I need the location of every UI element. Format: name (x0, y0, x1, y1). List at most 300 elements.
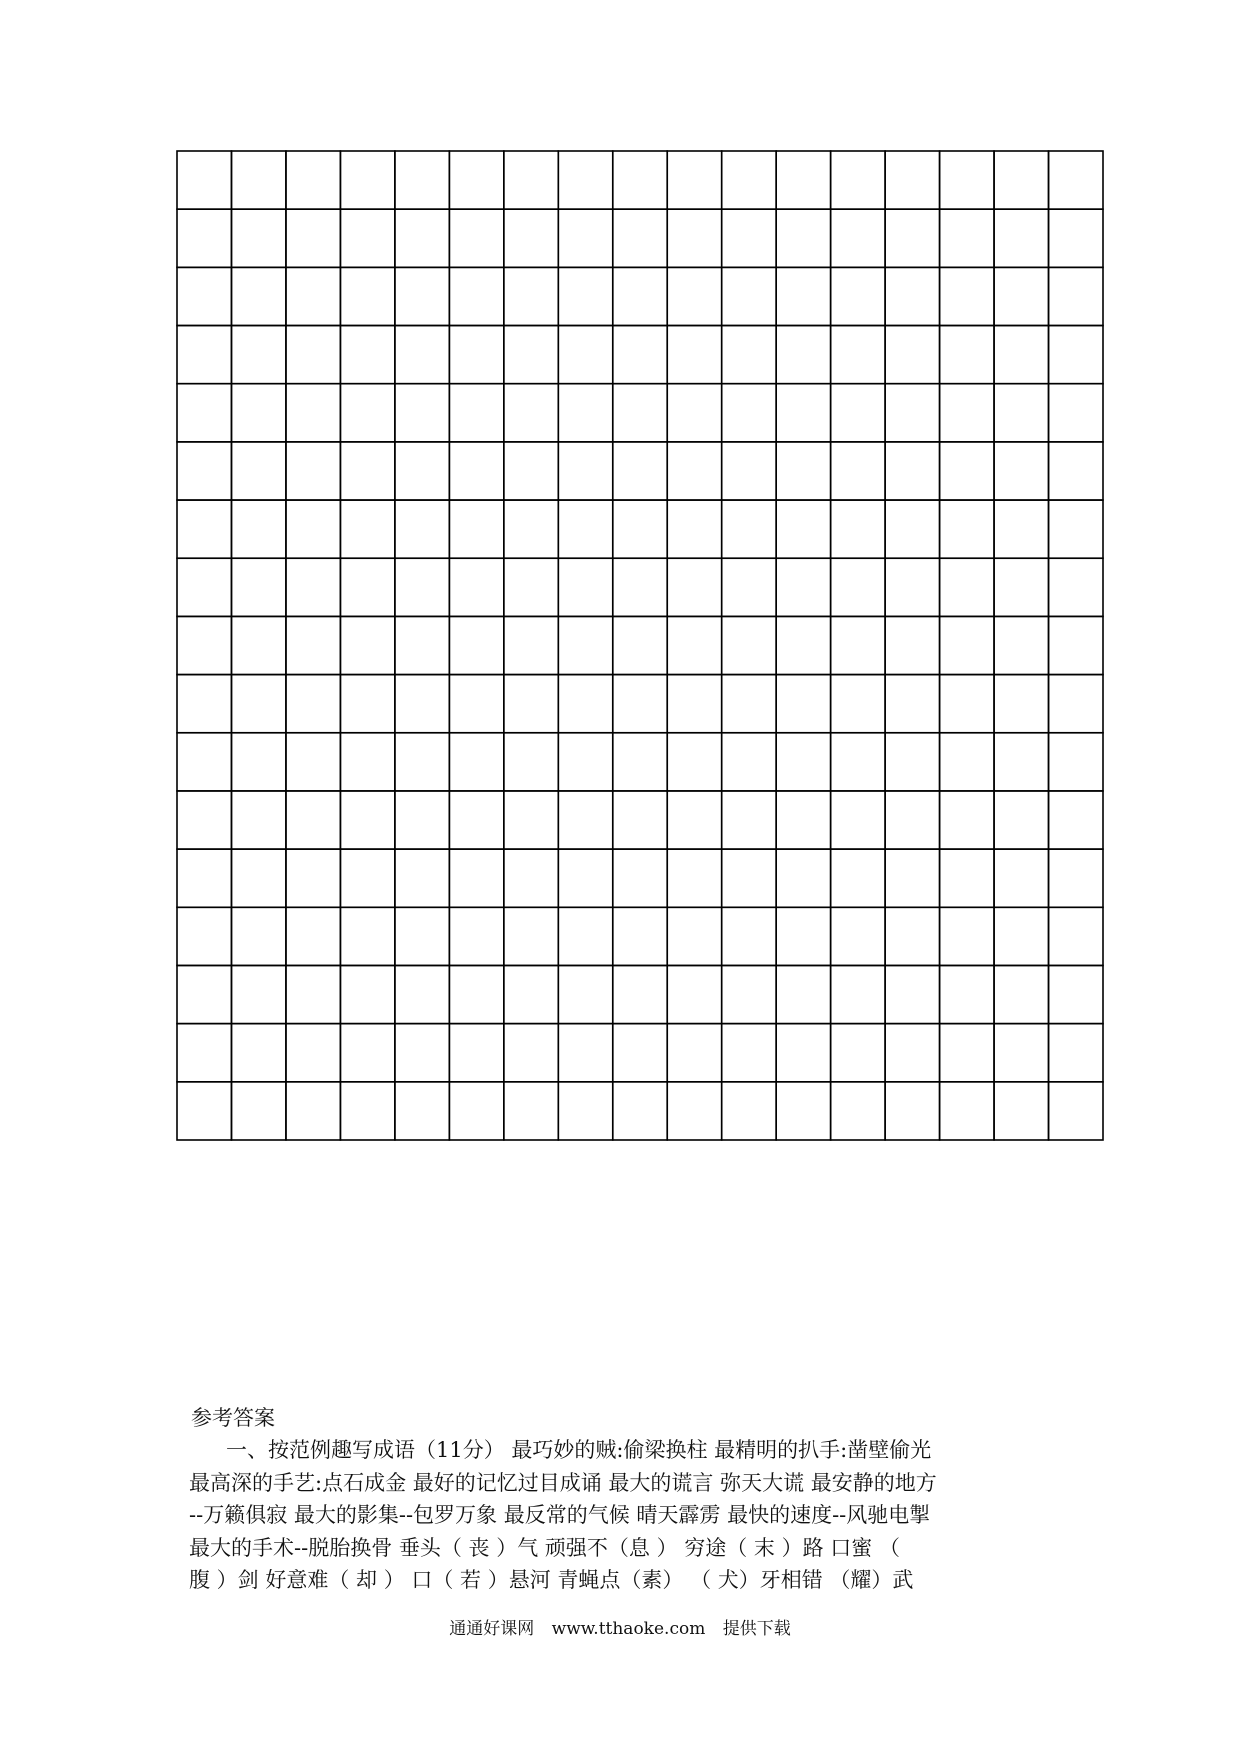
grid-cell (449, 907, 503, 965)
grid-cell (613, 1024, 667, 1082)
grid-cell (504, 326, 558, 384)
grid-cell (340, 849, 394, 907)
page-footer (0, 1617, 1240, 1641)
grid-cell (231, 209, 285, 267)
grid-cell (885, 267, 939, 325)
grid-cell (1049, 791, 1103, 849)
grid-cell (177, 733, 231, 791)
answer-line: 腹 ）剑 好意难（ 却 ） 口（ 若 ）悬河 青蝇点（素） （ 犬）牙相错 （耀）武 (189, 1568, 914, 1593)
grid-cell (722, 791, 776, 849)
grid-cell (776, 965, 830, 1023)
grid-cell (940, 442, 994, 500)
grid-cell (395, 849, 449, 907)
grid-cell (177, 616, 231, 674)
grid-cell (776, 384, 830, 442)
grid-cell (831, 675, 885, 733)
grid-cell (776, 907, 830, 965)
grid-cell (994, 849, 1048, 907)
grid-cell (340, 1024, 394, 1082)
grid-cell (831, 907, 885, 965)
grid-cell (449, 733, 503, 791)
grid-cell (776, 616, 830, 674)
grid-cell (504, 965, 558, 1023)
grid-cell (722, 326, 776, 384)
grid-cell (885, 442, 939, 500)
grid-cell (667, 442, 721, 500)
grid-cell (1049, 384, 1103, 442)
grid-cell (286, 500, 340, 558)
grid-cell (286, 1082, 340, 1140)
grid-cell (831, 151, 885, 209)
grid-cell (831, 791, 885, 849)
grid-cell (177, 907, 231, 965)
grid-cell (340, 209, 394, 267)
grid-cell (613, 326, 667, 384)
grid-cell (395, 209, 449, 267)
grid-cell (231, 267, 285, 325)
grid-cell (940, 1024, 994, 1082)
grid-cell (504, 500, 558, 558)
grid-cell (831, 965, 885, 1023)
grid-cell (340, 500, 394, 558)
writing-grid-svg (176, 150, 1104, 1141)
grid-cell (776, 151, 830, 209)
writing-grid (176, 150, 1104, 1141)
grid-cell (613, 500, 667, 558)
grid-cell (667, 326, 721, 384)
grid-cell (340, 907, 394, 965)
grid-cell (558, 267, 612, 325)
grid-cell (231, 442, 285, 500)
grid-cell (504, 849, 558, 907)
grid-cell (613, 849, 667, 907)
grid-cell (722, 500, 776, 558)
answer-line: 一、按范例趣写成语（11分） 最巧妙的贼:偷梁换柱 最精明的扒手:凿壁偷光 (226, 1438, 932, 1462)
grid-cell (940, 849, 994, 907)
grid-cell (395, 500, 449, 558)
grid-cell (504, 1024, 558, 1082)
grid-cell (940, 733, 994, 791)
grid-cell (504, 1082, 558, 1140)
grid-cell (994, 791, 1048, 849)
grid-cell (340, 616, 394, 674)
grid-cell (1049, 675, 1103, 733)
grid-cell (558, 442, 612, 500)
grid-cell (504, 151, 558, 209)
grid-cell (340, 675, 394, 733)
grid-cell (231, 1082, 285, 1140)
grid-cell (722, 733, 776, 791)
grid-cell (940, 1082, 994, 1140)
grid-cell (395, 616, 449, 674)
grid-cell (613, 1082, 667, 1140)
grid-cell (558, 326, 612, 384)
grid-cell (449, 209, 503, 267)
grid-cell (885, 326, 939, 384)
grid-cell (558, 675, 612, 733)
footer-suffix: 提供下载 (722, 1619, 791, 1639)
grid-cell (340, 267, 394, 325)
grid-cell (994, 733, 1048, 791)
grid-cell (177, 267, 231, 325)
grid-cell (286, 1024, 340, 1082)
grid-cell (340, 384, 394, 442)
grid-cell (885, 791, 939, 849)
grid-cell (776, 442, 830, 500)
answer-line: 最大的手术--脱胎换骨 垂头（ 丧 ）气 顽强不（息 ） 穷途（ 末 ）路 口蜜 （ (189, 1535, 900, 1560)
grid-cell (177, 326, 231, 384)
grid-cell (449, 326, 503, 384)
grid-cell (1049, 442, 1103, 500)
grid-cell (885, 500, 939, 558)
grid-cell (558, 1024, 612, 1082)
grid-cell (722, 558, 776, 616)
grid-cell (667, 965, 721, 1023)
grid-cell (885, 965, 939, 1023)
grid-cell (177, 791, 231, 849)
grid-cell (831, 733, 885, 791)
grid-cell (395, 675, 449, 733)
grid-cell (613, 616, 667, 674)
grid-cell (722, 965, 776, 1023)
grid-cell (395, 151, 449, 209)
grid-cell (776, 791, 830, 849)
grid-cell (831, 558, 885, 616)
grid-cell (286, 675, 340, 733)
grid-cell (940, 326, 994, 384)
grid-cell (722, 1024, 776, 1082)
grid-cell (613, 558, 667, 616)
grid-cell (613, 675, 667, 733)
grid-cell (776, 1082, 830, 1140)
grid-cell (340, 326, 394, 384)
grid-cell (885, 616, 939, 674)
grid-cell (994, 675, 1048, 733)
grid-cell (885, 733, 939, 791)
grid-cell (940, 616, 994, 674)
grid-cell (504, 616, 558, 674)
grid-cell (940, 675, 994, 733)
grid-cell (449, 151, 503, 209)
grid-cell (940, 558, 994, 616)
grid-cell (831, 326, 885, 384)
grid-cell (613, 791, 667, 849)
grid-cell (885, 675, 939, 733)
grid-cell (177, 558, 231, 616)
grid-cell (1049, 1024, 1103, 1082)
grid-cell (504, 267, 558, 325)
grid-cell (558, 1082, 612, 1140)
grid-cell (340, 151, 394, 209)
grid-cell (667, 384, 721, 442)
grid-cell (994, 965, 1048, 1023)
grid-cell (722, 209, 776, 267)
grid-cell (286, 849, 340, 907)
grid-cell (667, 500, 721, 558)
grid-cell (286, 384, 340, 442)
grid-cell (940, 907, 994, 965)
grid-cell (395, 442, 449, 500)
grid-cell (994, 558, 1048, 616)
grid-cell (722, 151, 776, 209)
grid-cell (177, 384, 231, 442)
grid-cell (558, 384, 612, 442)
grid-cell (231, 1024, 285, 1082)
grid-cell (722, 849, 776, 907)
grid-cell (231, 558, 285, 616)
grid-cell (449, 791, 503, 849)
grid-cell (177, 675, 231, 733)
grid-cell (885, 1082, 939, 1140)
grid-cell (994, 442, 1048, 500)
grid-cell (395, 791, 449, 849)
grid-cell (831, 616, 885, 674)
grid-cell (286, 326, 340, 384)
grid-cell (177, 965, 231, 1023)
grid-cell (885, 849, 939, 907)
grid-cell (449, 616, 503, 674)
grid-cell (885, 384, 939, 442)
grid-cell (286, 209, 340, 267)
grid-cell (504, 733, 558, 791)
grid-cell (558, 616, 612, 674)
grid-cell (558, 500, 612, 558)
grid-cell (504, 384, 558, 442)
grid-cell (504, 675, 558, 733)
grid-cell (340, 791, 394, 849)
grid-cell (231, 675, 285, 733)
grid-cell (994, 384, 1048, 442)
grid-cell (177, 500, 231, 558)
grid-cell (776, 209, 830, 267)
grid-cell (885, 1024, 939, 1082)
grid-cell (231, 733, 285, 791)
grid-cell (885, 558, 939, 616)
grid-cell (831, 1024, 885, 1082)
grid-cell (558, 733, 612, 791)
footer-url: www.tthaoke.com (551, 1619, 706, 1639)
grid-cell (994, 907, 1048, 965)
answer-line: --万籁俱寂 最大的影集--包罗万象 最反常的气候 晴天霹雳 最快的速度--风驰电掣 (189, 1503, 931, 1528)
grid-cell (395, 965, 449, 1023)
grid-cell (1049, 267, 1103, 325)
grid-cell (558, 791, 612, 849)
grid-cell (286, 733, 340, 791)
grid-cell (340, 558, 394, 616)
grid-cell (340, 965, 394, 1023)
grid-cell (885, 907, 939, 965)
grid-cell (177, 209, 231, 267)
grid-cell (667, 675, 721, 733)
grid-cell (776, 849, 830, 907)
grid-cell (994, 326, 1048, 384)
grid-cell (667, 1082, 721, 1140)
grid-cell (994, 209, 1048, 267)
grid-cell (449, 267, 503, 325)
grid-cell (831, 384, 885, 442)
grid-cell (667, 151, 721, 209)
grid-cell (831, 442, 885, 500)
grid-cell (1049, 151, 1103, 209)
grid-cell (885, 209, 939, 267)
grid-cell (558, 907, 612, 965)
grid-cell (449, 1024, 503, 1082)
grid-cell (558, 849, 612, 907)
grid-cell (940, 791, 994, 849)
grid-cell (722, 442, 776, 500)
grid-cell (286, 267, 340, 325)
grid-cell (395, 907, 449, 965)
grid-cell (504, 791, 558, 849)
grid-cell (940, 965, 994, 1023)
grid-cell (885, 151, 939, 209)
answer-body (189, 1434, 1069, 1597)
grid-cell (340, 733, 394, 791)
grid-cell (994, 151, 1048, 209)
grid-cell (940, 209, 994, 267)
grid-cell (667, 791, 721, 849)
grid-cell (613, 733, 667, 791)
grid-cell (831, 849, 885, 907)
grid-cell (667, 558, 721, 616)
grid-cell (1049, 965, 1103, 1023)
grid-cell (231, 965, 285, 1023)
grid-cell (1049, 907, 1103, 965)
grid-cell (177, 849, 231, 907)
grid-cell (1049, 209, 1103, 267)
grid-cell (940, 151, 994, 209)
grid-cell (994, 616, 1048, 674)
grid-cell (231, 384, 285, 442)
grid-cell (613, 442, 667, 500)
grid-cell (667, 616, 721, 674)
grid-cell (667, 209, 721, 267)
grid-cell (395, 267, 449, 325)
grid-cell (667, 267, 721, 325)
grid-cell (1049, 1082, 1103, 1140)
grid-cell (286, 151, 340, 209)
grid-cell (776, 326, 830, 384)
grid-cell (231, 500, 285, 558)
grid-cell (395, 384, 449, 442)
grid-cell (776, 558, 830, 616)
grid-cell (340, 442, 394, 500)
grid-cell (558, 965, 612, 1023)
grid-cell (1049, 558, 1103, 616)
grid-cell (831, 209, 885, 267)
grid-cell (286, 965, 340, 1023)
grid-cell (449, 849, 503, 907)
grid-cell (613, 151, 667, 209)
grid-cell (831, 267, 885, 325)
grid-cell (231, 616, 285, 674)
grid-cell (504, 907, 558, 965)
grid-cell (613, 209, 667, 267)
grid-cell (722, 907, 776, 965)
grid-cell (286, 442, 340, 500)
grid-cell (994, 267, 1048, 325)
grid-cell (613, 907, 667, 965)
grid-cell (231, 326, 285, 384)
grid-cell (776, 500, 830, 558)
grid-cell (449, 500, 503, 558)
grid-cell (994, 1024, 1048, 1082)
grid-cell (613, 267, 667, 325)
grid-cell (449, 1082, 503, 1140)
grid-cell (231, 791, 285, 849)
answer-title: 参考答案 (191, 1406, 275, 1430)
answer-line: 最高深的手艺:点石成金 最好的记忆过目成诵 最大的谎言 弥天大谎 最安静的地方 (189, 1470, 937, 1495)
grid-cell (831, 1082, 885, 1140)
footer-site-name: 通通好课网 (449, 1619, 535, 1639)
grid-cell (776, 267, 830, 325)
grid-cell (449, 442, 503, 500)
grid-cell (340, 1082, 394, 1140)
grid-cell (504, 442, 558, 500)
grid-cell (231, 907, 285, 965)
grid-cell (831, 500, 885, 558)
grid-cell (1049, 616, 1103, 674)
grid-cell (177, 151, 231, 209)
grid-cell (231, 151, 285, 209)
grid-cell (286, 558, 340, 616)
grid-cell (1049, 326, 1103, 384)
grid-cell (395, 733, 449, 791)
grid-cell (177, 442, 231, 500)
grid-cell (722, 616, 776, 674)
grid-cell (395, 1082, 449, 1140)
grid-cell (1049, 500, 1103, 558)
grid-cell (667, 1024, 721, 1082)
grid-cell (286, 907, 340, 965)
grid-cell (177, 1024, 231, 1082)
grid-cell (722, 267, 776, 325)
grid-cell (940, 384, 994, 442)
grid-cell (177, 1082, 231, 1140)
grid-cell (449, 675, 503, 733)
grid-cell (449, 384, 503, 442)
grid-cell (722, 1082, 776, 1140)
grid-cell (940, 500, 994, 558)
grid-cell (449, 558, 503, 616)
grid-cell (613, 384, 667, 442)
grid-cell (994, 500, 1048, 558)
grid-cell (395, 326, 449, 384)
grid-cell (1049, 733, 1103, 791)
grid-cell (449, 965, 503, 1023)
grid-cell (395, 1024, 449, 1082)
grid-cell (1049, 849, 1103, 907)
grid-cell (286, 791, 340, 849)
grid-cell (558, 151, 612, 209)
grid-cell (776, 1024, 830, 1082)
grid-cell (667, 907, 721, 965)
grid-cell (395, 558, 449, 616)
grid-cell (722, 384, 776, 442)
grid-cell (776, 733, 830, 791)
grid-cell (504, 558, 558, 616)
grid-cell (613, 965, 667, 1023)
grid-cell (231, 849, 285, 907)
grid-cell (722, 675, 776, 733)
grid-cell (558, 209, 612, 267)
grid-cell (940, 267, 994, 325)
grid-cell (286, 616, 340, 674)
grid-cell (994, 1082, 1048, 1140)
grid-cell (667, 849, 721, 907)
grid-cell (558, 558, 612, 616)
grid-cell (504, 209, 558, 267)
